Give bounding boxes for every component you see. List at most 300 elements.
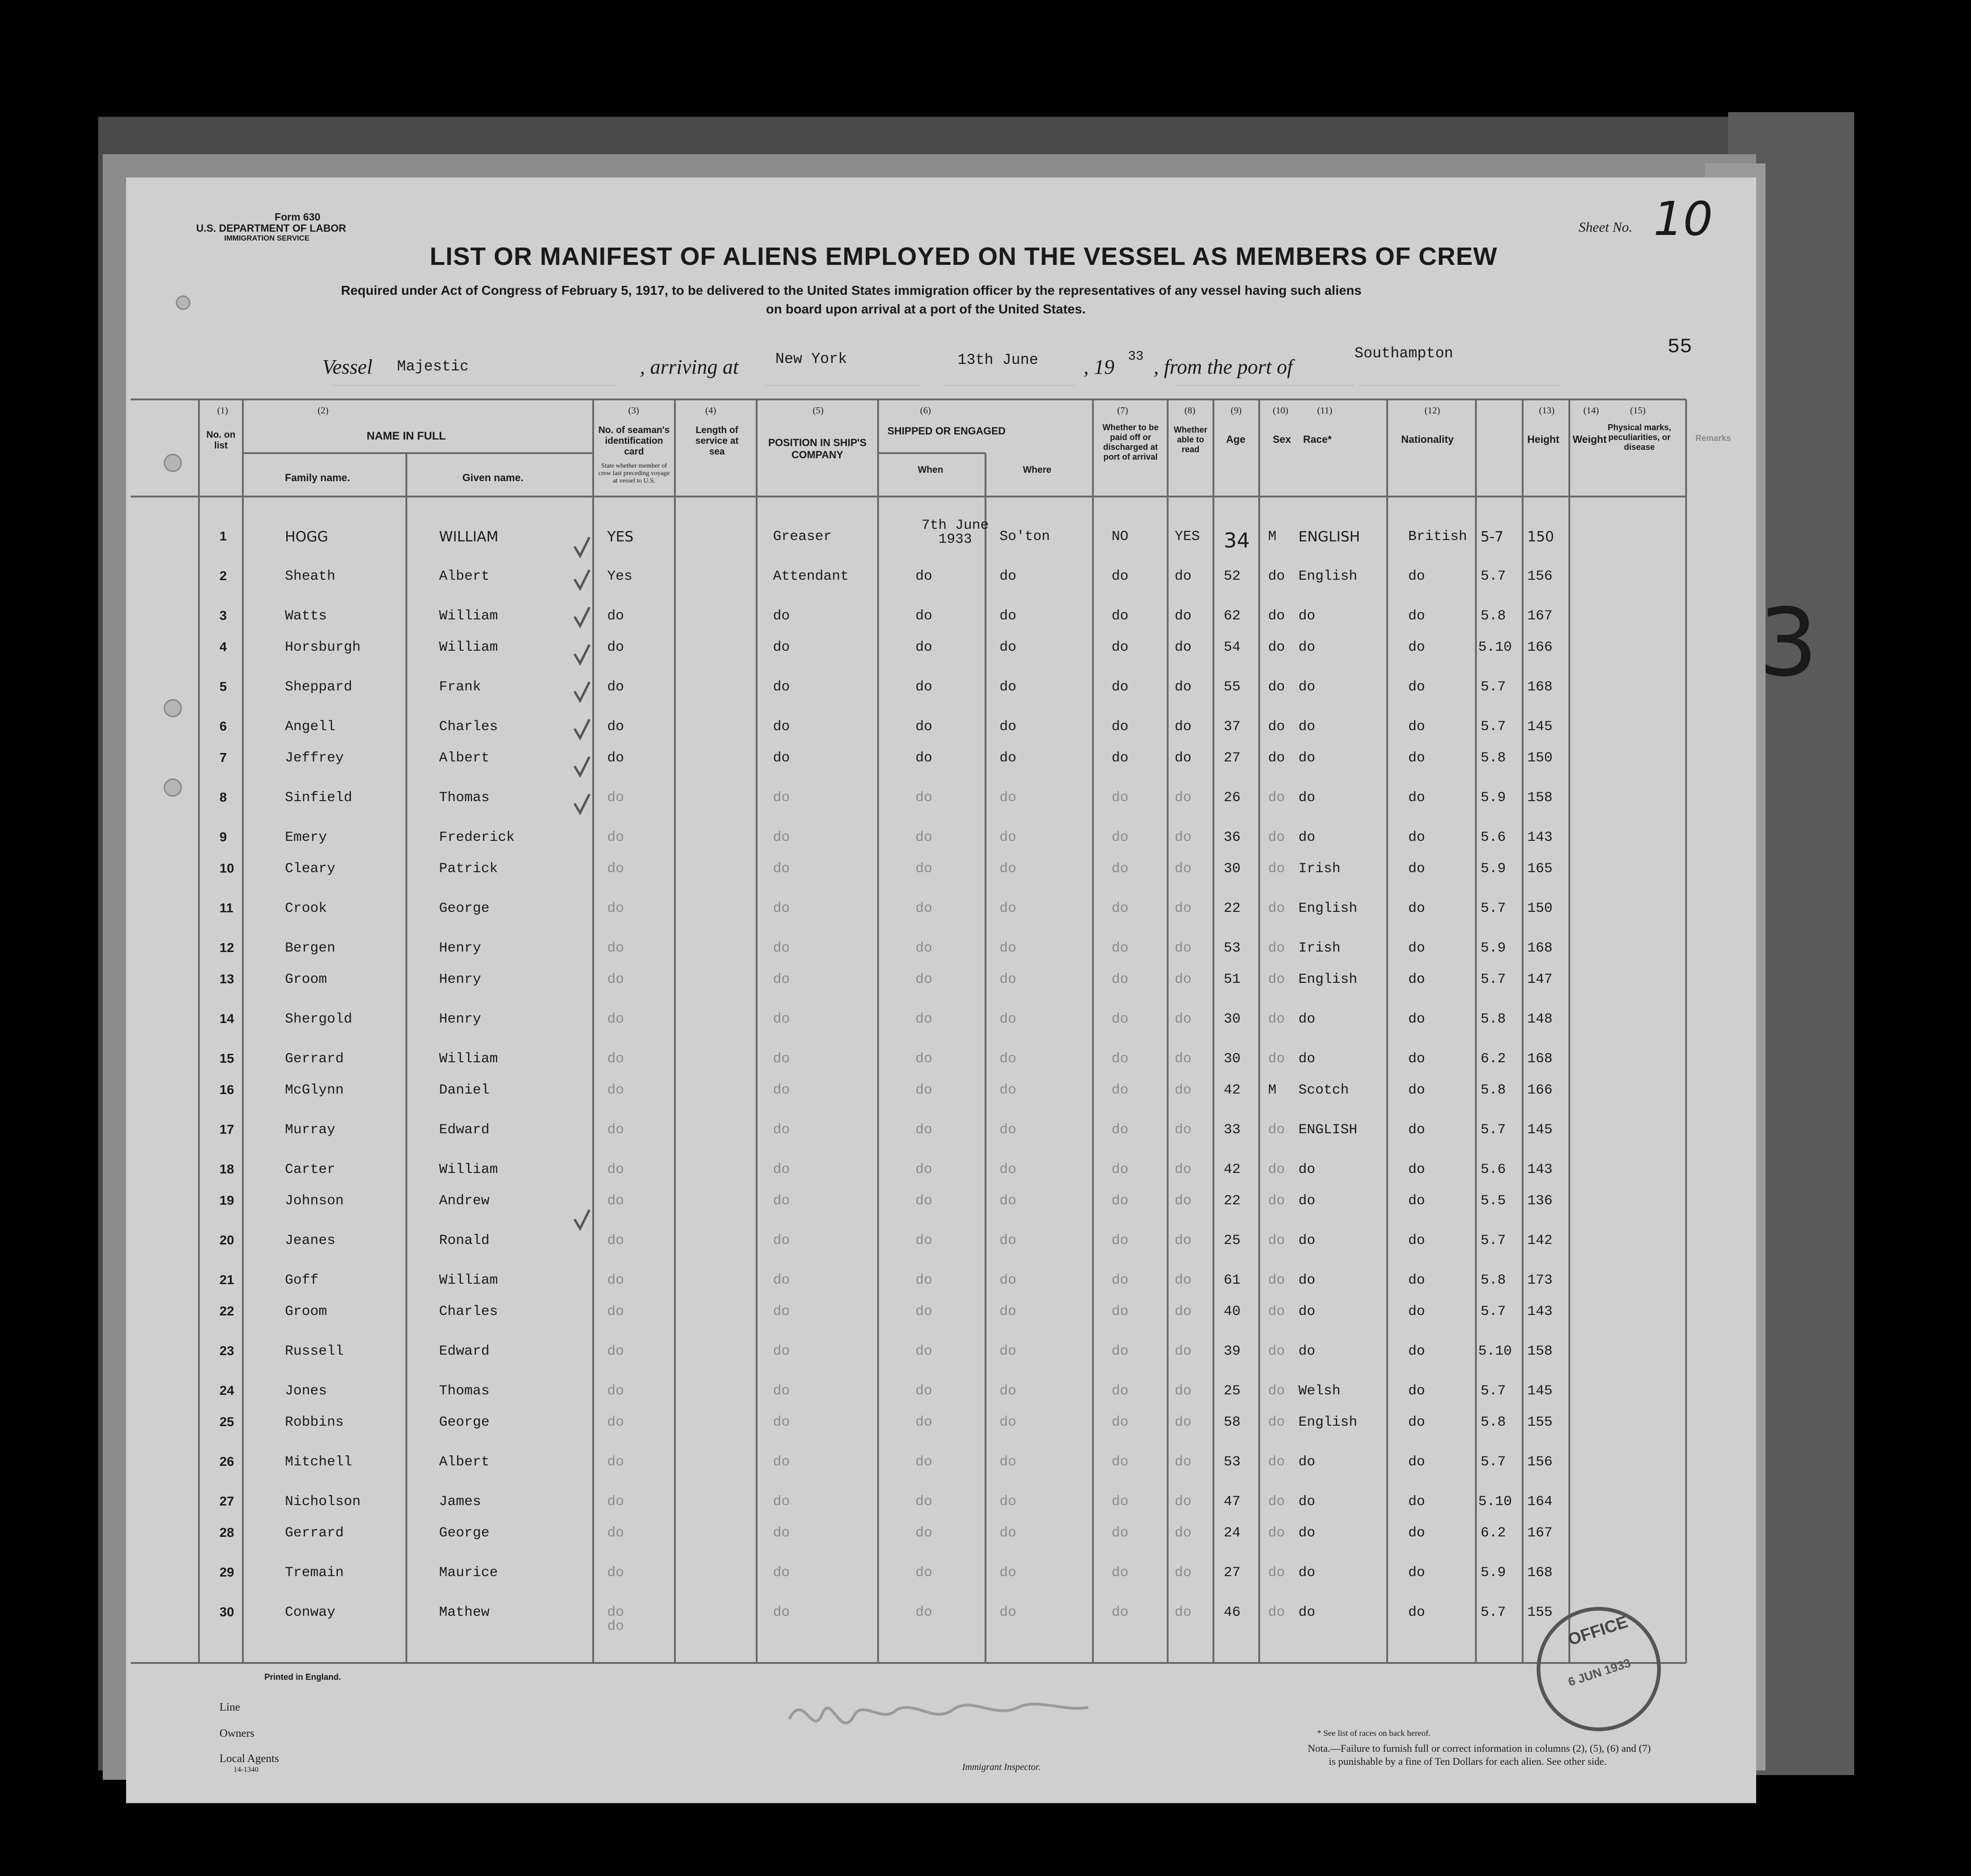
- weight: 167: [1527, 608, 1553, 624]
- row-number: 23: [220, 1343, 234, 1358]
- able-to-read: do: [1175, 1383, 1192, 1399]
- document-title: LIST OR MANIFEST OF ALIENS EMPLOYED ON THE VESSEL AS MEMBERS OF CREW: [430, 242, 1498, 270]
- given-name: Frank: [439, 679, 482, 695]
- shipped-when: do: [915, 1082, 933, 1098]
- race: do: [1298, 1051, 1316, 1067]
- arriving-label: , arriving at: [640, 355, 739, 378]
- shipped-when: do: [915, 1383, 933, 1399]
- age: 61: [1224, 1272, 1241, 1288]
- row-number: 29: [220, 1565, 234, 1579]
- column-number: (2): [318, 405, 329, 416]
- column-number: (10): [1273, 405, 1289, 416]
- family-name: Sheppard: [285, 679, 353, 695]
- paid-off: do: [1112, 972, 1129, 988]
- weight: 156: [1527, 568, 1553, 584]
- given-name: George: [439, 901, 490, 917]
- race: do: [1298, 790, 1316, 806]
- height: 6.2: [1481, 1051, 1506, 1067]
- shipped-where: do: [1000, 1414, 1017, 1430]
- header-sex: Sex: [1273, 433, 1291, 445]
- race: ENGLISH: [1298, 529, 1360, 545]
- position: Attendant: [773, 568, 849, 584]
- given-name: William: [439, 640, 498, 655]
- row-number: 17: [220, 1122, 234, 1137]
- family-name: Emery: [285, 830, 327, 846]
- shipped-where: do: [1000, 719, 1017, 735]
- race: do: [1298, 1525, 1316, 1541]
- shipped-where: do: [1000, 640, 1017, 655]
- shipped-when: do: [915, 1343, 933, 1359]
- position: do: [773, 750, 790, 766]
- shipped-when: do: [915, 1525, 933, 1541]
- family-name: Horsburgh: [285, 640, 361, 655]
- age: 22: [1224, 1193, 1241, 1209]
- given-name: Albert: [439, 568, 490, 584]
- able-to-read: do: [1175, 861, 1192, 877]
- age: 55: [1224, 679, 1241, 695]
- able-to-read: do: [1175, 640, 1192, 655]
- row-number: 13: [220, 972, 234, 986]
- shipped-where: do: [1000, 1051, 1017, 1067]
- given-name: James: [439, 1494, 482, 1510]
- row-number: 11: [220, 901, 234, 915]
- paid-off: NO: [1112, 529, 1129, 545]
- age: 34: [1224, 529, 1250, 553]
- paid-off: do: [1112, 568, 1129, 584]
- position: do: [773, 1193, 790, 1209]
- column-number: (4): [705, 405, 716, 416]
- race: do: [1298, 1162, 1316, 1178]
- race-note: * See list of races on back hereof.: [1317, 1728, 1431, 1738]
- shipped-where: do: [1000, 1011, 1017, 1027]
- age: 47: [1224, 1494, 1241, 1510]
- row-number: 2: [220, 568, 227, 583]
- height: 5.7: [1481, 1383, 1506, 1399]
- nationality: do: [1408, 1162, 1425, 1178]
- position: do: [773, 940, 790, 956]
- shipped-where: do: [1000, 1193, 1017, 1209]
- shipped-when: do: [915, 568, 933, 584]
- id-card: do: [607, 1343, 624, 1359]
- sex: do: [1268, 1565, 1285, 1581]
- row-number: 1: [220, 529, 227, 543]
- shipped-where: do: [1000, 1304, 1017, 1320]
- age: 54: [1224, 640, 1241, 655]
- position: do: [773, 972, 790, 988]
- stamp-text: OFFICE: [1565, 1612, 1630, 1649]
- given-name: Charles: [439, 1304, 498, 1320]
- able-to-read: do: [1175, 1605, 1192, 1620]
- margin-number: 55: [1667, 335, 1692, 359]
- paid-off: do: [1112, 1414, 1129, 1430]
- row-number: 6: [220, 719, 227, 733]
- position: do: [773, 608, 790, 624]
- shipped-where: do: [1000, 1122, 1017, 1138]
- id-card: do: [607, 1233, 624, 1249]
- shipped-when: do: [915, 861, 933, 877]
- shipped-when: do: [915, 1414, 933, 1430]
- shipped-when: do: [915, 940, 933, 956]
- agents-label: Local Agents: [220, 1753, 279, 1765]
- paid-off: do: [1112, 1605, 1129, 1620]
- family-name: Carter: [285, 1162, 336, 1178]
- height: 5.5: [1481, 1193, 1506, 1209]
- given-name: Charles: [439, 719, 498, 735]
- row-number: 4: [220, 640, 227, 654]
- height: 5.8: [1481, 1082, 1506, 1098]
- sex: do: [1268, 1525, 1285, 1541]
- row-number: 12: [220, 940, 234, 955]
- nationality: do: [1408, 1525, 1425, 1541]
- height: 5.8: [1481, 1011, 1506, 1027]
- id-card: do: [607, 719, 624, 735]
- age: 62: [1224, 608, 1241, 624]
- paid-off: do: [1112, 1082, 1129, 1098]
- column-number: (13): [1539, 405, 1555, 416]
- height: 5.10: [1478, 1343, 1512, 1359]
- header-id-note: State whether member of crew last preceding voyage at vessel to U.S.: [598, 462, 670, 484]
- family-name: Murray: [285, 1122, 336, 1138]
- sex: do: [1268, 750, 1285, 766]
- shipped-when: do: [915, 1193, 933, 1209]
- column-number: (11): [1317, 405, 1333, 416]
- able-to-read: do: [1175, 1414, 1192, 1430]
- sex: do: [1268, 1122, 1285, 1138]
- sex: do: [1268, 1162, 1285, 1178]
- given-name: Andrew: [439, 1193, 490, 1209]
- row-number: 26: [220, 1454, 234, 1469]
- id-card: do: [607, 901, 624, 917]
- row-number: 8: [220, 790, 227, 804]
- given-name: Henry: [439, 940, 482, 956]
- position: do: [773, 719, 790, 735]
- position: do: [773, 1011, 790, 1027]
- position: do: [773, 1383, 790, 1399]
- sex: do: [1268, 940, 1285, 956]
- weight: 145: [1527, 1383, 1553, 1399]
- id-card: do: [607, 830, 624, 846]
- header-given-name: Given name.: [462, 472, 524, 483]
- height: 5.7: [1481, 1233, 1506, 1249]
- shipped-where: do: [1000, 750, 1017, 766]
- given-name: Edward: [439, 1122, 490, 1138]
- shipped-where: do: [1000, 790, 1017, 806]
- position: do: [773, 790, 790, 806]
- race: do: [1298, 640, 1316, 655]
- paid-off: do: [1112, 1011, 1129, 1027]
- paid-off: do: [1112, 1454, 1129, 1470]
- height: 5.7: [1481, 1304, 1506, 1320]
- weight: 145: [1527, 719, 1553, 735]
- able-to-read: do: [1175, 568, 1192, 584]
- nationality: do: [1408, 1454, 1425, 1470]
- family-name: Goff: [285, 1272, 319, 1288]
- family-name: Johnson: [285, 1193, 344, 1209]
- row-number: 21: [220, 1272, 234, 1287]
- family-name: Mitchell: [285, 1454, 353, 1470]
- nationality: do: [1408, 640, 1425, 655]
- age: 24: [1224, 1525, 1241, 1541]
- weight: 167: [1527, 1525, 1553, 1541]
- able-to-read: do: [1175, 1525, 1192, 1541]
- nationality: do: [1408, 830, 1425, 846]
- position: do: [773, 679, 790, 695]
- position: do: [773, 1122, 790, 1138]
- race: do: [1298, 1304, 1316, 1320]
- weight: 158: [1527, 790, 1553, 806]
- id-card: do: [607, 1414, 624, 1430]
- row-number: 28: [220, 1525, 234, 1540]
- weight: 148: [1527, 1011, 1553, 1027]
- weight: 168: [1527, 1051, 1553, 1067]
- sex: do: [1268, 972, 1285, 988]
- weight: 136: [1527, 1193, 1553, 1209]
- height: 5.7: [1481, 901, 1506, 917]
- family-name: Jeanes: [285, 1233, 336, 1249]
- age: 27: [1224, 1565, 1241, 1581]
- race: English: [1298, 901, 1358, 917]
- weight: 143: [1527, 1304, 1553, 1320]
- paid-off: do: [1112, 719, 1129, 735]
- shipped-when: do: [915, 1011, 933, 1027]
- able-to-read: do: [1175, 940, 1192, 956]
- weight: 150: [1527, 529, 1554, 545]
- height: 5.9: [1481, 940, 1506, 956]
- weight: 173: [1527, 1272, 1553, 1288]
- height: 5.9: [1481, 861, 1506, 877]
- race: do: [1298, 1011, 1316, 1027]
- weight: 168: [1527, 679, 1553, 695]
- race: do: [1298, 1233, 1316, 1249]
- family-name: Groom: [285, 972, 327, 988]
- race: Scotch: [1298, 1082, 1349, 1098]
- age: 37: [1224, 719, 1241, 735]
- age: 53: [1224, 1454, 1241, 1470]
- height: 5.8: [1481, 1414, 1506, 1430]
- nationality: do: [1408, 861, 1425, 877]
- given-name: Patrick: [439, 861, 498, 877]
- column-number: (8): [1184, 405, 1196, 416]
- paid-off: do: [1112, 861, 1129, 877]
- shipped-where: do: [1000, 1383, 1017, 1399]
- position: do: [773, 1414, 790, 1430]
- race: do: [1298, 1193, 1316, 1209]
- position: do: [773, 1605, 790, 1620]
- shipped-when: do: [915, 790, 933, 806]
- row-number: 5: [220, 679, 227, 694]
- given-name: William: [439, 1272, 498, 1288]
- id-card: do: [607, 940, 624, 956]
- able-to-read: do: [1175, 679, 1192, 695]
- shipped-where: do: [1000, 1082, 1017, 1098]
- family-name: Shergold: [285, 1011, 353, 1027]
- shipped-when: do: [915, 1304, 933, 1320]
- able-to-read: do: [1175, 1162, 1192, 1178]
- column-number: (6): [920, 405, 931, 416]
- age: 30: [1224, 861, 1241, 877]
- family-name: Conway: [285, 1605, 336, 1620]
- height: 5.10: [1478, 1494, 1512, 1510]
- height: 5.6: [1481, 1162, 1506, 1178]
- race: do: [1298, 719, 1316, 735]
- header-no-on-list: No. on list: [206, 430, 236, 451]
- nationality: do: [1408, 1605, 1425, 1620]
- sex: do: [1268, 1343, 1285, 1359]
- header-when: When: [918, 465, 943, 475]
- header-remarks: Remarks: [1695, 433, 1731, 443]
- row-number: 15: [220, 1051, 234, 1066]
- race: English: [1298, 568, 1358, 584]
- row-number: 24: [220, 1383, 234, 1398]
- given-name: Ronald: [439, 1233, 490, 1249]
- header-paid-off: Whether to be paid off or discharged at port of arrival: [1102, 423, 1159, 462]
- height: 5.9: [1481, 790, 1506, 806]
- row-number: 3: [220, 608, 227, 623]
- able-to-read: do: [1175, 1272, 1192, 1288]
- shipped-when: do: [915, 750, 933, 766]
- weight: 150: [1527, 901, 1553, 917]
- nationality: do: [1408, 719, 1425, 735]
- family-name: Crook: [285, 901, 327, 917]
- given-name: Henry: [439, 972, 482, 988]
- race: do: [1298, 750, 1316, 766]
- shipped-where: do: [1000, 608, 1017, 624]
- age: 30: [1224, 1051, 1241, 1067]
- given-name: Maurice: [439, 1565, 498, 1581]
- nationality: do: [1408, 1011, 1425, 1027]
- id-card: do: [607, 679, 624, 695]
- weight: 166: [1527, 1082, 1553, 1098]
- id-card: do: [607, 972, 624, 988]
- sex: do: [1268, 1193, 1285, 1209]
- age: 58: [1224, 1414, 1241, 1430]
- able-to-read: do: [1175, 972, 1192, 988]
- extra-do-mark: do: [607, 1619, 624, 1634]
- agents-code: 14-1340: [234, 1766, 259, 1774]
- given-name: William: [439, 1051, 498, 1067]
- age: 25: [1224, 1233, 1241, 1249]
- row-number: 7: [220, 750, 227, 765]
- sex: do: [1268, 719, 1285, 735]
- id-card: do: [607, 1051, 624, 1067]
- nationality: British: [1408, 529, 1468, 545]
- column-number: (12): [1425, 405, 1440, 416]
- shipped-where: do: [1000, 901, 1017, 917]
- sex: do: [1268, 830, 1285, 846]
- paid-off: do: [1112, 1565, 1129, 1581]
- able-to-read: do: [1175, 901, 1192, 917]
- paid-off: do: [1112, 1304, 1129, 1320]
- row-number: 19: [220, 1193, 234, 1208]
- family-name: McGlynn: [285, 1082, 344, 1098]
- id-card: do: [607, 750, 624, 766]
- paid-off: do: [1112, 1122, 1129, 1138]
- id-card: YES: [607, 529, 634, 545]
- nationality: do: [1408, 1233, 1425, 1249]
- sex: do: [1268, 861, 1285, 877]
- column-number: (7): [1117, 405, 1128, 416]
- id-card: do: [607, 1383, 624, 1399]
- age: 33: [1224, 1122, 1241, 1138]
- given-name: Albert: [439, 750, 490, 766]
- age: 27: [1224, 750, 1241, 766]
- weight: 164: [1527, 1494, 1553, 1510]
- nationality: do: [1408, 750, 1425, 766]
- shipped-when: do: [915, 1565, 933, 1581]
- age: 51: [1224, 972, 1241, 988]
- nationality: do: [1408, 1414, 1425, 1430]
- weight: 143: [1527, 830, 1553, 846]
- nota-line: Nota.—Failure to furnish full or correct information in columns (2), (5), (6) and (7): [1308, 1742, 1651, 1754]
- sex: do: [1268, 1605, 1285, 1620]
- able-to-read: do: [1175, 1082, 1192, 1098]
- race: ENGLISH: [1298, 1122, 1358, 1138]
- given-name: Thomas: [439, 1383, 490, 1399]
- shipped-when: do: [915, 719, 933, 735]
- able-to-read: do: [1175, 1494, 1192, 1510]
- header-position: POSITION IN SHIP'S COMPANY: [768, 437, 867, 461]
- id-card: do: [607, 1272, 624, 1288]
- paid-off: do: [1112, 608, 1129, 624]
- paid-off: do: [1112, 1162, 1129, 1178]
- height: 6.2: [1481, 1525, 1506, 1541]
- column-number: (5): [813, 405, 824, 416]
- paid-off: do: [1112, 1193, 1129, 1209]
- printed-in: Printed in England.: [264, 1672, 341, 1682]
- nationality: do: [1408, 608, 1425, 624]
- paid-off: do: [1112, 1525, 1129, 1541]
- age: 39: [1224, 1343, 1241, 1359]
- shipped-where: do: [1000, 568, 1017, 584]
- given-name: William: [439, 608, 498, 624]
- age: 22: [1224, 901, 1241, 917]
- position: do: [773, 640, 790, 655]
- family-name: Sinfield: [285, 790, 353, 806]
- sex: do: [1268, 1383, 1285, 1399]
- paid-off: do: [1112, 1343, 1129, 1359]
- id-card: do: [607, 1162, 624, 1178]
- height: 5.7: [1481, 972, 1506, 988]
- family-name: Nicholson: [285, 1494, 361, 1510]
- year-suffix: 33: [1128, 349, 1144, 364]
- shipped-where: do: [1000, 1343, 1017, 1359]
- shipped-when: 7th June 1933: [921, 518, 989, 547]
- id-card: do: [607, 1605, 624, 1620]
- id-card: do: [607, 1454, 624, 1470]
- id-card: do: [607, 1082, 624, 1098]
- nationality: do: [1408, 1383, 1425, 1399]
- nationality: do: [1408, 1122, 1425, 1138]
- race: Irish: [1298, 861, 1341, 877]
- position: do: [773, 1051, 790, 1067]
- paid-off: do: [1112, 1383, 1129, 1399]
- form-number: Form 630: [275, 211, 320, 223]
- vessel-name: Majestic: [397, 358, 469, 375]
- nationality: do: [1408, 679, 1425, 695]
- paid-off: do: [1112, 1051, 1129, 1067]
- shipped-when: do: [915, 1454, 933, 1470]
- sex: do: [1268, 790, 1285, 806]
- able-to-read: do: [1175, 830, 1192, 846]
- position: do: [773, 901, 790, 917]
- stamp-date: 6 JUN 1933: [1566, 1656, 1632, 1689]
- sex: M: [1268, 1082, 1277, 1098]
- paid-off: do: [1112, 1494, 1129, 1510]
- given-name: WILLIAM: [439, 529, 499, 545]
- family-name: Sheath: [285, 568, 336, 584]
- paid-off: do: [1112, 750, 1129, 766]
- weight: 168: [1527, 1565, 1553, 1581]
